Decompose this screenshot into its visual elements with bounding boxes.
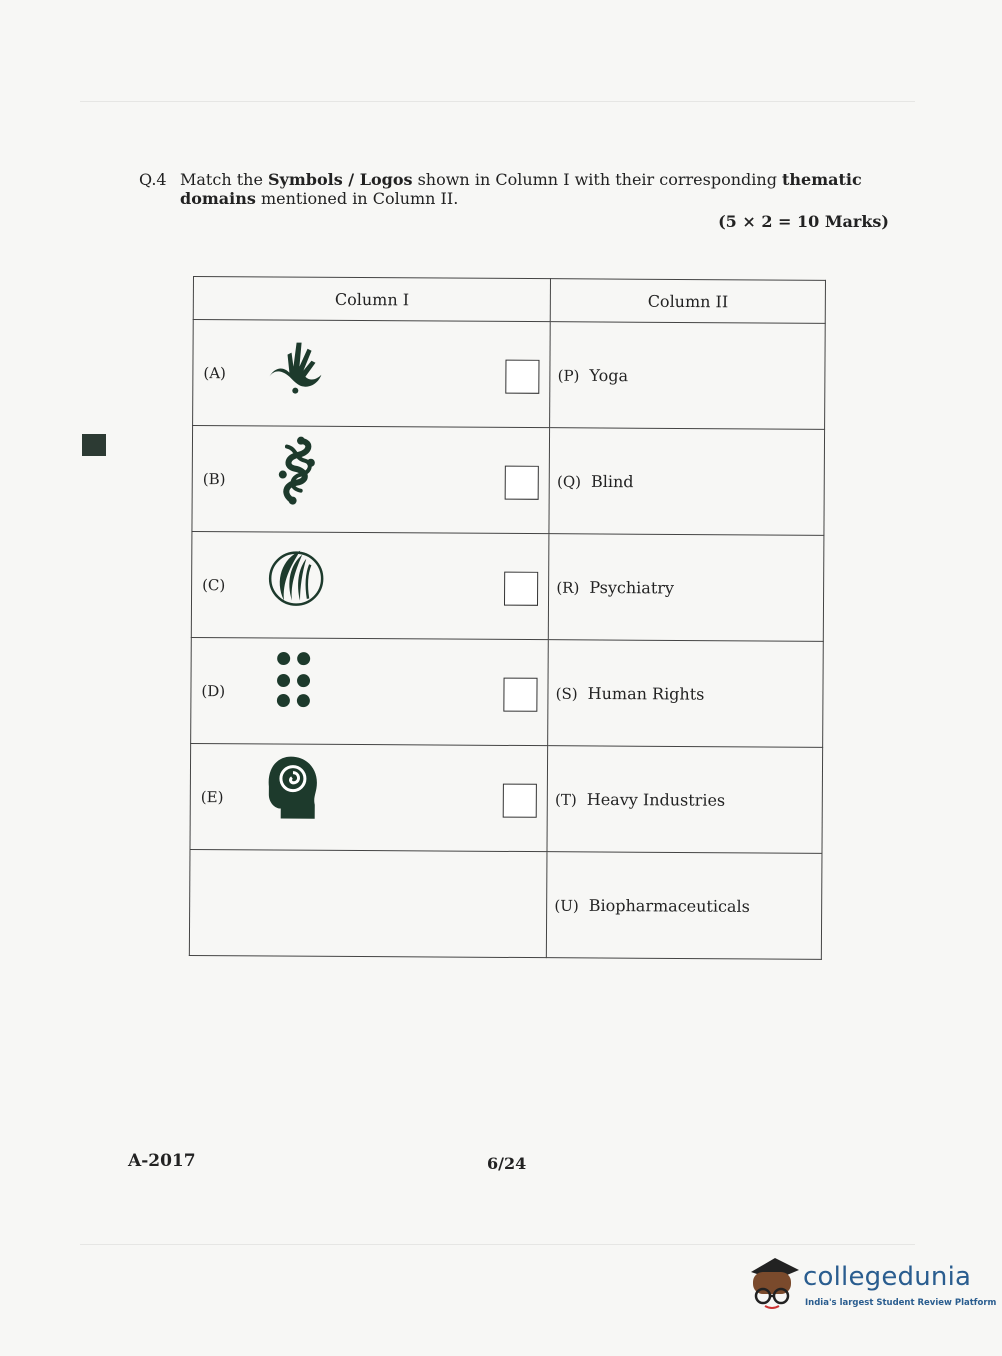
answer-box[interactable] bbox=[504, 677, 538, 711]
table-row bbox=[191, 637, 824, 747]
question-number: Q.4 bbox=[139, 170, 167, 189]
scan-marker bbox=[82, 434, 106, 456]
page-number: 6/24 bbox=[487, 1154, 527, 1173]
braille-dots-icon bbox=[259, 646, 331, 718]
question-block bbox=[139, 170, 894, 208]
answer-box[interactable] bbox=[504, 571, 538, 605]
option-u: (U) Biopharmaceuticals bbox=[554, 895, 750, 916]
option-r: (R) Psychiatry bbox=[556, 577, 675, 597]
answer-box[interactable] bbox=[503, 783, 537, 817]
option-p: (P) Yoga bbox=[557, 365, 629, 385]
exam-code: A-2017 bbox=[128, 1151, 196, 1171]
answer-box[interactable] bbox=[506, 359, 540, 393]
marks-label: (5 × 2 = 10 Marks) bbox=[718, 212, 889, 231]
top-rule bbox=[80, 101, 915, 102]
column2-header: Column II bbox=[550, 279, 825, 324]
empty-cell bbox=[189, 849, 547, 957]
hand-icon bbox=[261, 328, 333, 400]
answer-box[interactable] bbox=[505, 465, 539, 499]
mascot-logo-icon bbox=[745, 1250, 803, 1312]
bottom-rule bbox=[80, 1244, 915, 1245]
question-text: Match the Symbols / Logos shown in Column I with their corresponding thematic domains mentioned in Column II. bbox=[180, 170, 862, 208]
row-label: (D) bbox=[201, 681, 226, 700]
option-s: (S) Human Rights bbox=[555, 683, 705, 704]
table-row bbox=[191, 531, 824, 641]
option-q: (Q) Blind bbox=[556, 471, 634, 491]
match-table bbox=[189, 276, 826, 960]
row-label: (B) bbox=[202, 469, 226, 488]
column1-header: Column I bbox=[193, 277, 551, 322]
option-t: (T) Heavy Industries bbox=[555, 789, 726, 810]
table-row bbox=[193, 320, 826, 430]
brand-name: collegedunia bbox=[803, 1262, 972, 1292]
row-label: (A) bbox=[203, 363, 227, 382]
table-row bbox=[189, 849, 822, 959]
table-row bbox=[192, 426, 825, 536]
molecule-chain-icon bbox=[261, 434, 333, 506]
collegedunia-watermark bbox=[745, 1250, 997, 1320]
feather-circle-icon bbox=[260, 540, 332, 612]
table-row bbox=[190, 743, 823, 853]
row-label: (C) bbox=[202, 575, 226, 594]
head-spiral-icon bbox=[259, 752, 331, 824]
brand-tagline: India's largest Student Review Platform bbox=[805, 1298, 997, 1308]
row-label: (E) bbox=[200, 787, 224, 806]
